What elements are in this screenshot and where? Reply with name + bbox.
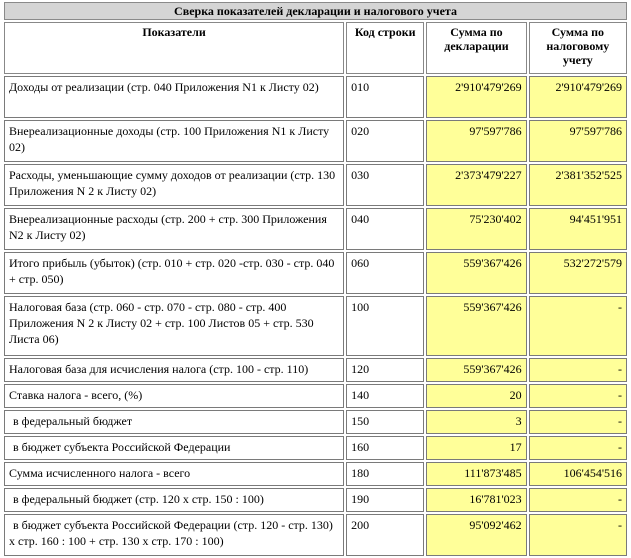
table-row <box>4 384 627 408</box>
row-label <box>4 164 344 206</box>
header-row <box>4 22 627 74</box>
row-label-text: в бюджет субъекта Российской Федерации <box>13 440 231 454</box>
row-declared-value: 75'230'402 <box>426 208 526 250</box>
row-label <box>4 358 344 382</box>
row-code: 200 <box>346 514 424 556</box>
reconciliation-table <box>2 0 629 558</box>
row-label-text: Доходы от реализации (стр. 040 Приложения N1 к Листу 02) <box>9 80 319 94</box>
table-row <box>4 410 627 434</box>
row-declared-value: 20 <box>426 384 526 408</box>
row-code: 030 <box>346 164 424 206</box>
row-label <box>4 252 344 294</box>
header-declared: Сумма по декларации <box>426 22 526 74</box>
row-accounting-value: 2'910'479'269 <box>529 76 627 118</box>
row-accounting-value: - <box>529 384 627 408</box>
row-code: 020 <box>346 120 424 162</box>
row-accounting-value: - <box>529 488 627 512</box>
row-accounting-value: 97'597'786 <box>529 120 627 162</box>
row-label <box>4 208 344 250</box>
row-declared-value: 559'367'426 <box>426 252 526 294</box>
table-row <box>4 514 627 556</box>
header-code: Код строки <box>346 22 424 74</box>
table-title: Сверка показателей декларации и налогового учета <box>4 2 627 20</box>
row-label-text: Налоговая база (стр. 060 - стр. 070 - стр. 080 - стр. 400 Приложения N 2 к Листу 02 + стр. 100 Листов 05 + стр. 530 Листа 06) <box>9 300 314 346</box>
row-label <box>4 296 344 356</box>
row-accounting-value: - <box>529 436 627 460</box>
row-label-text: Внереализационные доходы (стр. 100 Приложения N1 к Листу 02) <box>9 124 330 154</box>
row-label-text: Итого прибыль (убыток) (стр. 010 + стр. 020 -стр. 030 - стр. 040 + стр. 050) <box>9 256 335 286</box>
table-title-row <box>4 2 627 20</box>
row-declared-value: 3 <box>426 410 526 434</box>
row-code: 140 <box>346 384 424 408</box>
row-declared-value: 559'367'426 <box>426 358 526 382</box>
table-row <box>4 208 627 250</box>
row-accounting-value: - <box>529 514 627 556</box>
row-label <box>4 410 344 434</box>
table-row <box>4 296 627 356</box>
row-label-text: Расходы, уменьшающие сумму доходов от реализации (стр. 130 Приложения N 2 к Листу 02) <box>9 168 336 198</box>
row-label-text: Налоговая база для исчисления налога (стр. 100 - стр. 110) <box>9 362 309 376</box>
row-code: 060 <box>346 252 424 294</box>
row-label <box>4 514 344 556</box>
row-declared-value: 111'873'485 <box>426 462 526 486</box>
row-label <box>4 384 344 408</box>
row-accounting-value: - <box>529 410 627 434</box>
row-declared-value: 95'092'462 <box>426 514 526 556</box>
row-declared-value: 17 <box>426 436 526 460</box>
table-row <box>4 488 627 512</box>
header-accounting: Сумма по налоговому учету <box>529 22 627 74</box>
table-row <box>4 358 627 382</box>
row-label <box>4 120 344 162</box>
table-row <box>4 462 627 486</box>
row-label <box>4 76 344 118</box>
row-code: 190 <box>346 488 424 512</box>
row-code: 010 <box>346 76 424 118</box>
row-code: 150 <box>346 410 424 434</box>
row-declared-value: 16'781'023 <box>426 488 526 512</box>
row-accounting-value: - <box>529 358 627 382</box>
row-code: 100 <box>346 296 424 356</box>
row-accounting-value: 94'451'951 <box>529 208 627 250</box>
row-code: 180 <box>346 462 424 486</box>
row-label-text: в федеральный бюджет <box>13 414 133 428</box>
table-row <box>4 76 627 118</box>
table-row <box>4 164 627 206</box>
row-label-text: Внереализационные расходы (стр. 200 + стр. 300 Приложения N2 к Листу 02) <box>9 212 327 242</box>
row-declared-value: 97'597'786 <box>426 120 526 162</box>
row-declared-value: 559'367'426 <box>426 296 526 356</box>
table-row <box>4 120 627 162</box>
row-label <box>4 488 344 512</box>
row-declared-value: 2'373'479'227 <box>426 164 526 206</box>
row-accounting-value: 2'381'352'525 <box>529 164 627 206</box>
table-row <box>4 436 627 460</box>
row-accounting-value: 106'454'516 <box>529 462 627 486</box>
table-row <box>4 252 627 294</box>
row-accounting-value: - <box>529 296 627 356</box>
header-indicator: Показатели <box>4 22 344 74</box>
reconciliation-panel <box>2 0 629 558</box>
row-accounting-value: 532'272'579 <box>529 252 627 294</box>
row-label-text: Сумма исчисленного налога - всего <box>9 466 191 480</box>
row-code: 160 <box>346 436 424 460</box>
row-label <box>4 462 344 486</box>
row-label-text: Ставка налога - всего, (%) <box>9 388 143 402</box>
row-label <box>4 436 344 460</box>
row-code: 120 <box>346 358 424 382</box>
row-code: 040 <box>346 208 424 250</box>
row-label-text: в федеральный бюджет (стр. 120 х стр. 150 : 100) <box>13 492 264 506</box>
row-label-text: в бюджет субъекта Российской Федерации (стр. 120 - стр. 130) х стр. 160 : 100 + стр. 130 х стр. 170 : 100) <box>9 518 333 548</box>
row-declared-value: 2'910'479'269 <box>426 76 526 118</box>
